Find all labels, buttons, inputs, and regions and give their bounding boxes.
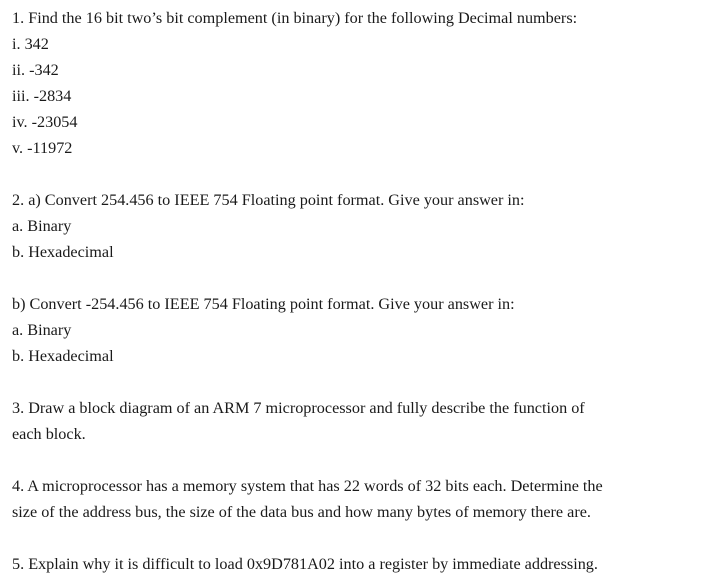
question-1-item-i: i. 342	[12, 35, 49, 53]
question-1-item-v: v. -11972	[12, 139, 73, 157]
question-2b-item-hexadecimal: b. Hexadecimal	[12, 347, 114, 365]
question-2a-item-binary: a. Binary	[12, 217, 72, 235]
question-1-item-iv: iv. -23054	[12, 113, 78, 131]
question-1-item-iii: iii. -2834	[12, 87, 72, 105]
question-3-line-2: each block.	[12, 425, 86, 443]
question-4-line-1: 4. A microprocessor has a memory system that has 22 words of 32 bits each. Determine the	[12, 477, 603, 495]
question-1-item-ii: ii. -342	[12, 61, 59, 79]
question-2b-prompt: b) Convert -254.456 to IEEE 754 Floating point format. Give your answer in:	[12, 295, 515, 313]
question-5-line-1: 5. Explain why it is difficult to load 0x9D781A02 into a register by immediate addressing.	[12, 555, 598, 573]
question-2b-item-binary: a. Binary	[12, 321, 72, 339]
question-2a-prompt: 2. a) Convert 254.456 to IEEE 754 Floating point format. Give your answer in:	[12, 191, 525, 209]
question-3-line-1: 3. Draw a block diagram of an ARM 7 microprocessor and fully describe the function of	[12, 399, 585, 417]
question-2a-item-hexadecimal: b. Hexadecimal	[12, 243, 114, 261]
question-4-line-2: size of the address bus, the size of the data bus and how many bytes of memory there are.	[12, 503, 591, 521]
question-1-prompt: 1. Find the 16 bit two’s bit complement (in binary) for the following Decimal numbers:	[12, 9, 578, 27]
